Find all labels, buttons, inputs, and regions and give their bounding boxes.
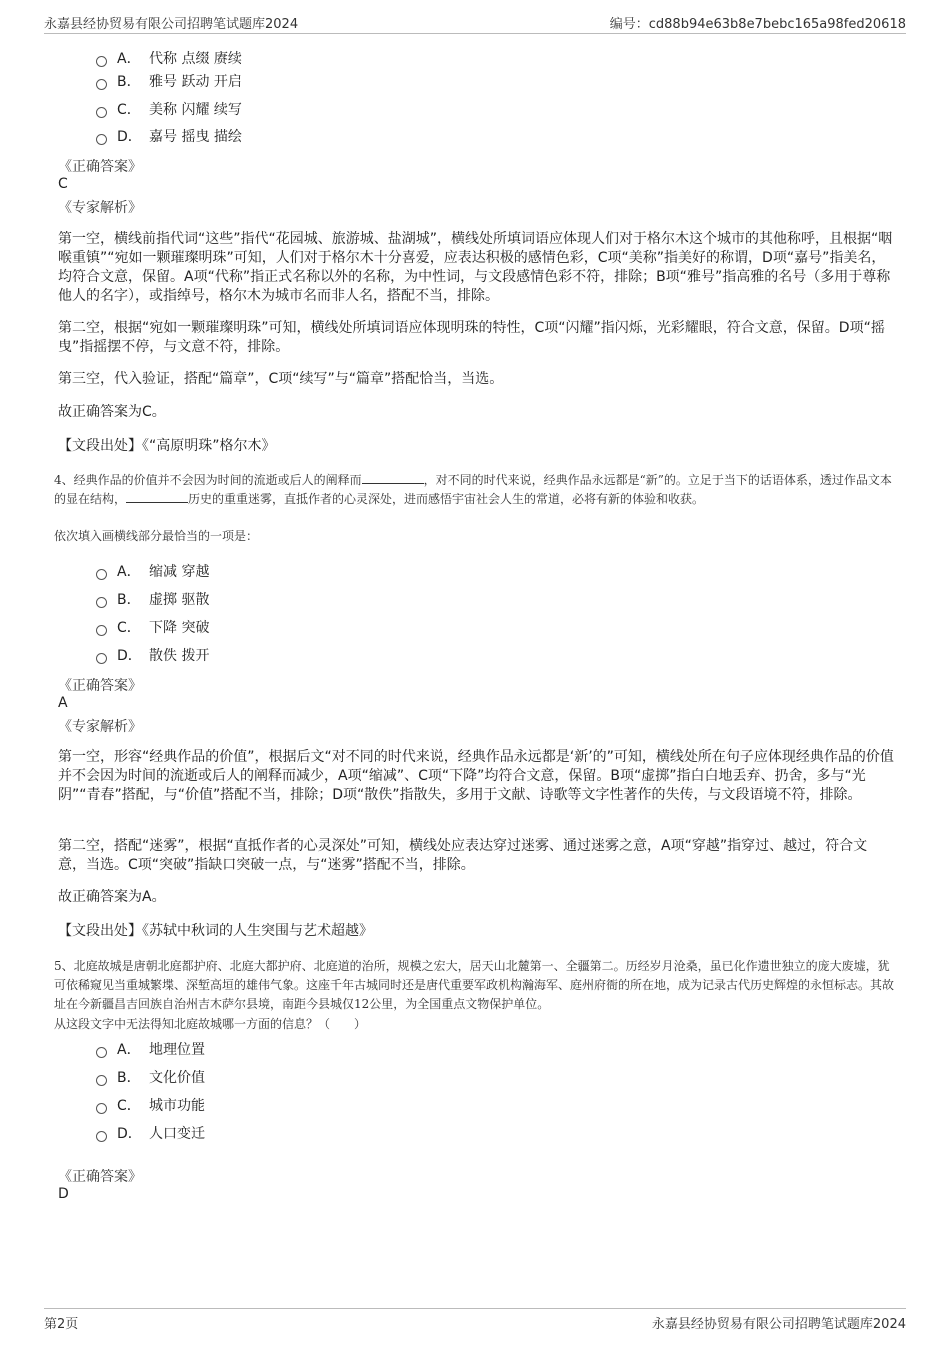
- option-text: 缩减 穿越: [149, 564, 210, 580]
- q3-option-b[interactable]: [96, 70, 242, 92]
- q3-analysis-para-3: 第三空，代入验证，搭配“篇章”，C项“续写”与“篇章”搭配恰当，当选。: [58, 371, 504, 387]
- radio-icon[interactable]: [96, 56, 107, 67]
- q3-option-a[interactable]: [96, 47, 242, 69]
- radio-icon[interactable]: [96, 569, 107, 580]
- q4-analysis-label: 《专家解析》: [58, 719, 142, 735]
- radio-icon[interactable]: [96, 134, 107, 145]
- q5-option-d[interactable]: [96, 1122, 205, 1144]
- option-letter: B．: [117, 1070, 141, 1086]
- option-text: 散佚 拨开: [149, 648, 210, 664]
- option-letter: C．: [117, 620, 141, 636]
- option-letter: C．: [117, 1098, 141, 1114]
- q4-option-c[interactable]: [96, 616, 209, 638]
- option-letter: A．: [117, 1042, 141, 1058]
- option-text: 下降 突破: [149, 620, 210, 636]
- option-letter: D．: [117, 129, 142, 145]
- radio-icon[interactable]: [96, 107, 107, 118]
- q3-analysis-label: 《专家解析》: [58, 200, 142, 216]
- q4-analysis-para-1: 第一空，形容“经典作品的价值”，根据后文“对不同的时代来说，经典作品永远都是‘新’的”可知，横线处所在句子应体现经典作品的价值并不会因为时间的流逝或后人的阐释而减少，A项“缩减”、C项“下降”均符合文意，保留。B项“虚掷”指白白地丢弃、扔舍，多与“光阴”“青春”搭配，与“价值”搭配不当，排除；D项“散佚”指散失，多用于文献、诗歌等文字性著作的失传，与文段语境不符，排除。: [58, 749, 894, 803]
- option-letter: A．: [117, 564, 141, 580]
- option-letter: D．: [117, 1126, 142, 1142]
- header-title: 永嘉县经协贸易有限公司招聘笔试题库2024: [44, 17, 299, 32]
- option-letter: C．: [117, 102, 141, 118]
- option-letter: B．: [117, 592, 141, 608]
- option-text: 代称 点缀 赓续: [149, 51, 242, 67]
- q5-answer: D: [58, 1186, 69, 1202]
- radio-icon[interactable]: [96, 1075, 107, 1086]
- q3-source: 【文段出处】《“高原明珠”格尔木》: [58, 438, 276, 454]
- option-text: 城市功能: [149, 1098, 205, 1114]
- q3-answer-label: 《正确答案》: [58, 159, 142, 175]
- q5-answer-label: 《正确答案》: [58, 1169, 142, 1185]
- q4-answer: A: [58, 695, 68, 711]
- blank-1: [362, 471, 424, 484]
- option-letter: B．: [117, 74, 141, 90]
- footer-divider: [44, 1308, 906, 1309]
- option-letter: A．: [117, 51, 141, 67]
- q5-option-b[interactable]: [96, 1066, 205, 1088]
- page-number: 第2页: [44, 1317, 79, 1332]
- q4-analysis-para-2: 第二空，搭配“迷雾”，根据“直抵作者的心灵深处”可知，横线处应表达穿过迷雾、通过迷雾之意，A项“穿越”指穿过、越过，符合文意，当选。C项“突破”指缺口突破一点，与“迷雾”搭配不当，排除。: [58, 838, 868, 873]
- q4-option-d[interactable]: [96, 644, 209, 666]
- q4-answer-label: 《正确答案》: [58, 678, 142, 694]
- radio-icon[interactable]: [96, 653, 107, 664]
- option-text: 虚掷 驱散: [149, 592, 210, 608]
- q3-option-d[interactable]: [96, 125, 242, 147]
- q3-option-c[interactable]: [96, 98, 242, 120]
- q4-source: 【文段出处】《苏轼中秋词的人生突围与艺术超越》: [58, 923, 373, 939]
- option-text: 地理位置: [149, 1042, 205, 1058]
- option-text: 嘉号 摇曳 描绘: [149, 129, 242, 145]
- option-text: 雅号 跃动 开启: [149, 74, 242, 90]
- q4-analysis-conclusion: 故正确答案为A。: [58, 889, 166, 905]
- radio-icon[interactable]: [96, 79, 107, 90]
- q4-option-b[interactable]: [96, 588, 209, 610]
- radio-icon[interactable]: [96, 597, 107, 608]
- q5-passage: 5、北庭故城是唐朝北庭都护府、北庭大都护府、北庭道的治所，规模之宏大，居天山北麓第一、全疆第二。历经岁月沧桑，虽已化作遗世独立的庞大废墟，犹可依稀窥见当重城繁堞、深堑高垣的雄伟气象。这座千年古城同时还是唐代重要军政机构瀚海军、庭州府衙的所在地，成为记录古代历史辉煌的永恒标志。其故址在今新疆昌吉回族自治州吉木萨尔县境，南距今县城仅12公里，为全国重点文物保护单位。: [54, 959, 895, 1011]
- q3-answer: C: [58, 176, 68, 192]
- option-letter: D．: [117, 648, 142, 664]
- q5-question: 从这段文字中无法得知北庭故城哪一方面的信息？（ ）: [54, 1017, 367, 1031]
- blank-2: [126, 490, 188, 503]
- header-divider: [44, 33, 906, 34]
- q3-analysis-conclusion: 故正确答案为C。: [58, 404, 166, 420]
- q3-analysis-para-2: 第二空，根据“宛如一颗璀璨明珠”可知，横线处所填词语应体现明珠的特性，C项“闪耀”指闪烁，光彩耀眼，符合文意，保留。D项“摇曳”指摇摆不停，与文意不符，排除。: [58, 320, 885, 355]
- q4-option-a[interactable]: [96, 560, 209, 582]
- option-text: 美称 闪耀 续写: [149, 102, 242, 118]
- option-text: 文化价值: [149, 1070, 205, 1086]
- q5-option-a[interactable]: [96, 1038, 205, 1060]
- document-id: 编号：cd88b94e63b8e7bebc165a98fed20618: [609, 17, 906, 32]
- radio-icon[interactable]: [96, 1131, 107, 1142]
- q4-prompt: 依次填入画横线部分最恰当的一项是：: [54, 529, 259, 543]
- q4-question-text: 4、经典作品的价值并不会因为时间的流逝或后人的阐释而 ，对不同的时代来说，经典作品永远都是“新”的。立足于当下的话语体系，透过作品文本的显在结构， 历史的重重迷雾，直抵作者的心灵深处，进而感悟宇宙社会人生的常道，必将有新的体验和收获。: [54, 473, 892, 506]
- footer-title: 永嘉县经协贸易有限公司招聘笔试题库2024: [651, 1317, 906, 1332]
- radio-icon[interactable]: [96, 1047, 107, 1058]
- option-text: 人口变迁: [149, 1126, 205, 1142]
- q5-option-c[interactable]: [96, 1094, 205, 1116]
- q3-analysis-para-1: 第一空，横线前指代词“这些”指代“花园城、旅游城、盐湖城”，横线处所填词语应体现人们对于格尔木这个城市的其他称呼，且根据“咽喉重镇”“宛如一颗璀璨明珠”可知，人们对于格尔木十分喜爱，应表达积极的感情色彩，C项“美称”指美好的称谓，D项“嘉号”指美名，均符合文意，保留。A项“代称”指正式名称以外的名称，为中性词，与文段感情色彩不符，排除；B项“雅号”指高雅的名号（多用于尊称他人的名字），或指绰号，格尔木为城市名而非人名，搭配不当，排除。: [58, 231, 893, 304]
- radio-icon[interactable]: [96, 1103, 107, 1114]
- radio-icon[interactable]: [96, 625, 107, 636]
